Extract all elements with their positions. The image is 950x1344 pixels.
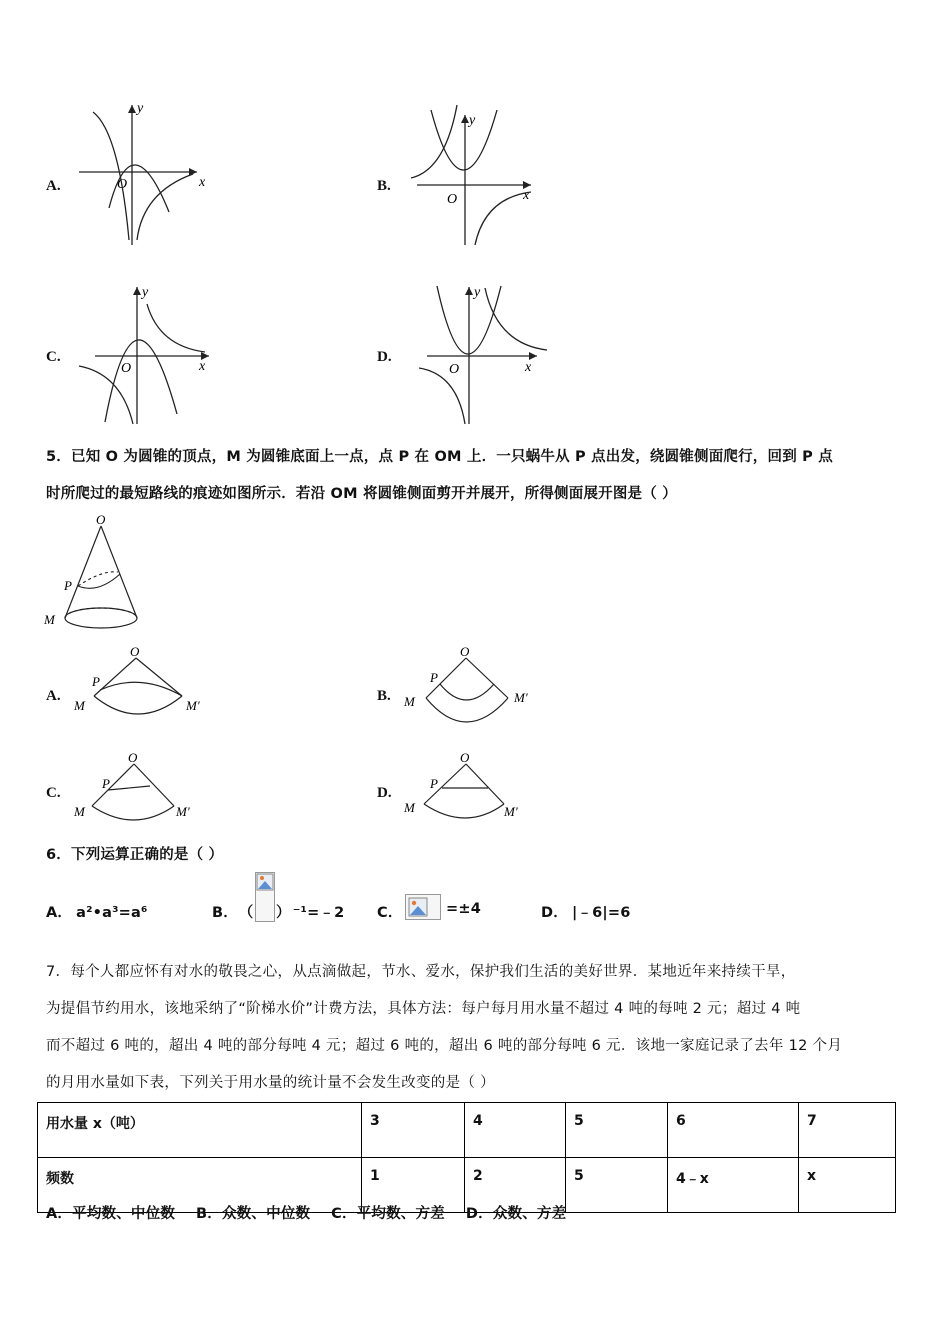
q4-option-b-label: B. [377, 178, 391, 194]
table-cell: 用水量 x（吨） [38, 1103, 362, 1158]
svg-text:x: x [199, 175, 205, 190]
q5-stem-line2: 时所爬过的最短路线的痕迹如图所示．若沿 OM 将圆锥侧面剪开并展开，所得侧面展开图是（ ） [46, 486, 677, 502]
svg-text:y: y [474, 285, 481, 300]
svg-text:O: O [121, 361, 132, 376]
q6-option-b: B． （ [212, 905, 254, 921]
q4-option-c-label: C. [46, 349, 61, 365]
table-cell: 2 [465, 1158, 566, 1213]
table-row [38, 1103, 896, 1158]
svg-text:M: M [404, 694, 415, 709]
svg-text:M: M [74, 698, 85, 713]
svg-text:O: O [447, 192, 458, 207]
svg-text:M: M [74, 804, 85, 819]
svg-text:y: y [469, 113, 476, 128]
q7-stem-line2: 为提倡节约用水，该地采纳了“阶梯水价”计费方法，具体方法：每户每月用水量不超过 4 吨的每吨 2 元；超过 4 吨 [46, 1001, 801, 1017]
table-cell: 4 [465, 1103, 566, 1158]
svg-text:M: M [404, 800, 415, 815]
q6-option-b-broken-image-icon [255, 872, 275, 922]
q4-option-d-label: D. [377, 349, 392, 365]
svg-text:y: y [137, 101, 144, 116]
svg-text:x: x [199, 359, 206, 374]
q6-option-c-label: C． [377, 905, 403, 921]
svg-text:O: O [449, 362, 460, 377]
q5-option-c-label: C. [46, 785, 61, 801]
table-cell: 7 [799, 1103, 896, 1158]
q7-water-usage-table [37, 1102, 896, 1213]
q5-option-b-fan [400, 642, 550, 726]
q7-answer-options: A．平均数、中位数 B．众数、中位数 C．平均数、方差 D．众数、方差 [46, 1206, 567, 1222]
svg-text:P: P [430, 670, 438, 685]
svg-text:M′: M′ [176, 804, 190, 819]
svg-text:P: P [64, 578, 72, 593]
svg-text:y: y [142, 285, 149, 300]
svg-text:O: O [460, 644, 470, 659]
q7-stem-line3: 而不超过 6 吨的，超出 4 吨的部分每吨 4 元；超过 6 吨的，超出 6 吨的部分每吨 6 元．该地一家庭记录了去年 12 个月 [46, 1038, 843, 1054]
svg-text:P: P [92, 674, 100, 689]
table-cell: 3 [362, 1103, 465, 1158]
q4-option-a-label: A. [46, 178, 61, 194]
q6-option-a [46, 901, 148, 922]
q5-cone-figure [40, 512, 150, 634]
q6-stem: 6．下列运算正确的是（ ） [46, 847, 224, 863]
q4-option-b-graph [405, 100, 540, 250]
q4-option-a-graph [75, 100, 205, 250]
table-cell: 频数 [38, 1158, 362, 1213]
table-cell: 5 [566, 1103, 668, 1158]
q5-option-d-label: D. [377, 785, 392, 801]
q6-option-c-broken-image-icon [405, 894, 441, 920]
q5-option-a-label: A. [46, 688, 61, 704]
q6-option-d: D． |﹣6|=6 [541, 905, 631, 921]
svg-text:M: M [44, 612, 55, 627]
svg-text:O: O [117, 177, 128, 192]
table-cell: 6 [668, 1103, 799, 1158]
svg-text:O: O [130, 644, 140, 659]
table-cell: 1 [362, 1158, 465, 1213]
svg-text:M′: M′ [504, 804, 518, 819]
q6-option-a-label: A． [46, 905, 73, 921]
svg-text:O: O [128, 750, 138, 765]
q6-option-c-tail: =±4 [446, 901, 481, 917]
table-cell: 4﹣x [668, 1158, 799, 1213]
svg-text:M′: M′ [514, 690, 528, 705]
q7-stem-line1: 7．每个人都应怀有对水的敬畏之心，从点滴做起，节水、爱水，保护我们生活的美好世界．某地近年来持续干旱， [46, 964, 796, 980]
svg-text:P: P [430, 776, 438, 791]
q7-stem-line4: 的月用水量如下表，下列关于用水量的统计量不会发生改变的是（ ） [46, 1075, 495, 1091]
svg-text:O: O [460, 750, 470, 765]
svg-text:O: O [96, 512, 106, 527]
q6-option-a-text: a²•a³=a⁶ [76, 905, 148, 921]
table-cell: 5 [566, 1158, 668, 1213]
q4-option-d-graph [405, 282, 550, 427]
q5-stem-line1: 5．已知 O 为圆锥的顶点，M 为圆锥底面上一点，点 P 在 OM 上．一只蜗牛从 P 点出发，绕圆锥侧面爬行，回到 P 点 [46, 449, 833, 465]
q4-option-c-graph [75, 282, 215, 427]
svg-text:P: P [102, 776, 110, 791]
q5-option-d-fan [400, 748, 550, 828]
q5-option-b-label: B. [377, 688, 391, 704]
q5-option-c-fan [70, 748, 220, 828]
svg-text:x: x [523, 188, 530, 203]
q5-option-a-fan [70, 642, 220, 722]
q6-option-b-tail: ） ⁻¹=﹣2 [276, 905, 345, 921]
table-cell: x [799, 1158, 896, 1213]
svg-text:x: x [525, 360, 532, 375]
svg-text:M′: M′ [186, 698, 200, 713]
